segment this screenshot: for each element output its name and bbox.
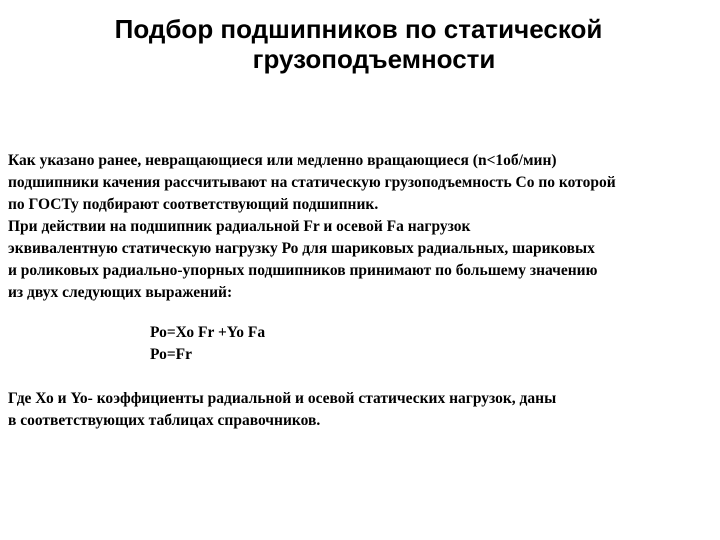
paragraph-line: подшипники качения рассчитывают на статическую грузоподъемность Со по которой xyxy=(8,174,616,191)
formula-line: Ро=Хо Fr +Yo Fa xyxy=(150,324,266,341)
paragraph-line: из двух следующих выражений: xyxy=(8,284,233,301)
paragraph-line: Как указано ранее, невращающиеся или медленно вращающиеся (n<1об/мин) xyxy=(8,152,557,169)
footnote-line: в соответствующих таблицах справочников. xyxy=(8,412,321,429)
main-paragraph xyxy=(8,150,718,304)
paragraph-line: и роликовых радиально-упорных подшипников принимают по большему значению xyxy=(8,262,598,279)
paragraph-line: эквивалентную статическую нагрузку Ро для шариковых радиальных, шариковых xyxy=(8,240,595,257)
formula-line: Ро=Fr xyxy=(150,346,193,363)
formula-block xyxy=(150,322,265,366)
slide-title-line-1: Подбор подшипников по статической xyxy=(114,14,603,44)
footnote-paragraph xyxy=(8,388,718,432)
slide-title xyxy=(0,14,720,74)
paragraph-line: При действии на подшипник радиальной Fr и осевой Fa нагрузок xyxy=(8,218,471,235)
slide-title-line-2: грузоподъемности xyxy=(252,44,496,74)
paragraph-line: по ГОСТу подбирают соответствующий подшипник. xyxy=(8,196,379,213)
footnote-line: Где Хо и Yo- коэффициенты радиальной и осевой статических нагрузок, даны xyxy=(8,390,557,407)
